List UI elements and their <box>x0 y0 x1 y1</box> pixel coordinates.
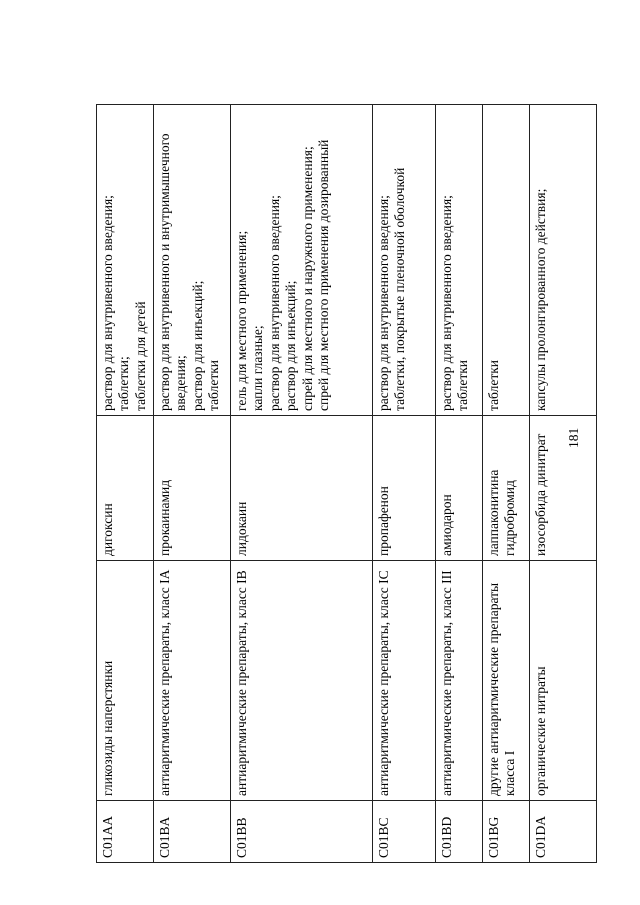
dosage-form-line: таблетки <box>486 359 501 411</box>
drug-table <box>96 104 597 863</box>
table-row <box>97 105 154 863</box>
atc-code-cell: C01BC <box>373 801 436 863</box>
dosage-form-line: раствор для внутривенного введения; <box>266 195 282 411</box>
dosage-forms-cell <box>483 105 530 416</box>
dosage-forms-cell <box>436 105 483 416</box>
table-row <box>530 105 597 863</box>
atc-code-cell: C01BD <box>436 801 483 863</box>
dosage-form-line: капсулы пролонгированного действия; <box>533 188 548 411</box>
atc-code-cell: C01BA <box>154 801 231 863</box>
dosage-forms-cell <box>154 105 231 416</box>
dosage-forms-cell <box>97 105 154 416</box>
atc-code-cell: C01AA <box>97 801 154 863</box>
rotated-page-content <box>96 105 596 863</box>
drug-name-cell: пропафенон <box>373 416 436 561</box>
table-body <box>97 105 597 863</box>
dosage-form-line: спрей для местного и наружного применения; <box>299 146 315 411</box>
dosage-forms-cell <box>231 105 373 416</box>
pharm-group-cell: антиаритмические препараты, класс IB <box>231 561 373 801</box>
drug-name-cell: изосорбида динитрат <box>530 416 597 561</box>
table-row <box>154 105 231 863</box>
atc-code-cell: C01BB <box>231 801 373 863</box>
drug-name-cell: дигоксин <box>97 416 154 561</box>
dosage-forms-cell <box>530 105 597 416</box>
drug-name-cell: амиодарон <box>436 416 483 561</box>
dosage-form-line: таблетки для детей <box>132 301 148 411</box>
page-number: 181 <box>566 427 581 448</box>
pharm-group-cell: органические нитраты <box>530 561 597 801</box>
dosage-form-line: раствор для инъекций; <box>283 280 299 411</box>
dosage-form-line: раствор для внутривенного введения; <box>439 195 454 411</box>
dosage-form-line: раствор для внутривенного введения; <box>376 195 391 411</box>
dosage-form-line: таблетки <box>455 359 471 411</box>
dosage-form-line: таблетки, покрытые пленочной оболочкой <box>392 167 408 411</box>
table-row <box>436 105 483 863</box>
dosage-form-line: гель для местного применения; <box>234 230 249 411</box>
table-row <box>231 105 373 863</box>
pharm-group-cell: антиаритмические препараты, класс III <box>436 561 483 801</box>
dosage-form-line: таблетки <box>206 359 222 411</box>
dosage-form-line: спрей для местного применения дозированный <box>316 139 332 411</box>
table-row <box>483 105 530 863</box>
dosage-form-line: раствор для внутривенного и внутримышечного введения; <box>157 133 189 411</box>
dosage-form-line: раствор для инъекций; <box>189 280 205 411</box>
pharm-group-cell: другие антиаритмические препараты класса I <box>483 561 530 801</box>
pharm-group-cell: антиаритмические препараты, класс IA <box>154 561 231 801</box>
drug-name-cell: лидокаин <box>231 416 373 561</box>
drug-name-cell: прокаинамид <box>154 416 231 561</box>
dosage-forms-cell <box>373 105 436 416</box>
drug-name-cell: лаппаконитина гидробромид <box>483 416 530 561</box>
atc-code-cell: C01DA <box>530 801 597 863</box>
atc-code-cell: C01BG <box>483 801 530 863</box>
pharm-group-cell: гликозиды наперстянки <box>97 561 154 801</box>
dosage-form-line: таблетки; <box>116 356 132 411</box>
table-row <box>373 105 436 863</box>
dosage-form-line: раствор для внутривенного введения; <box>100 195 115 411</box>
pharm-group-cell: антиаритмические препараты, класс IC <box>373 561 436 801</box>
dosage-form-line: капли глазные; <box>250 325 266 411</box>
